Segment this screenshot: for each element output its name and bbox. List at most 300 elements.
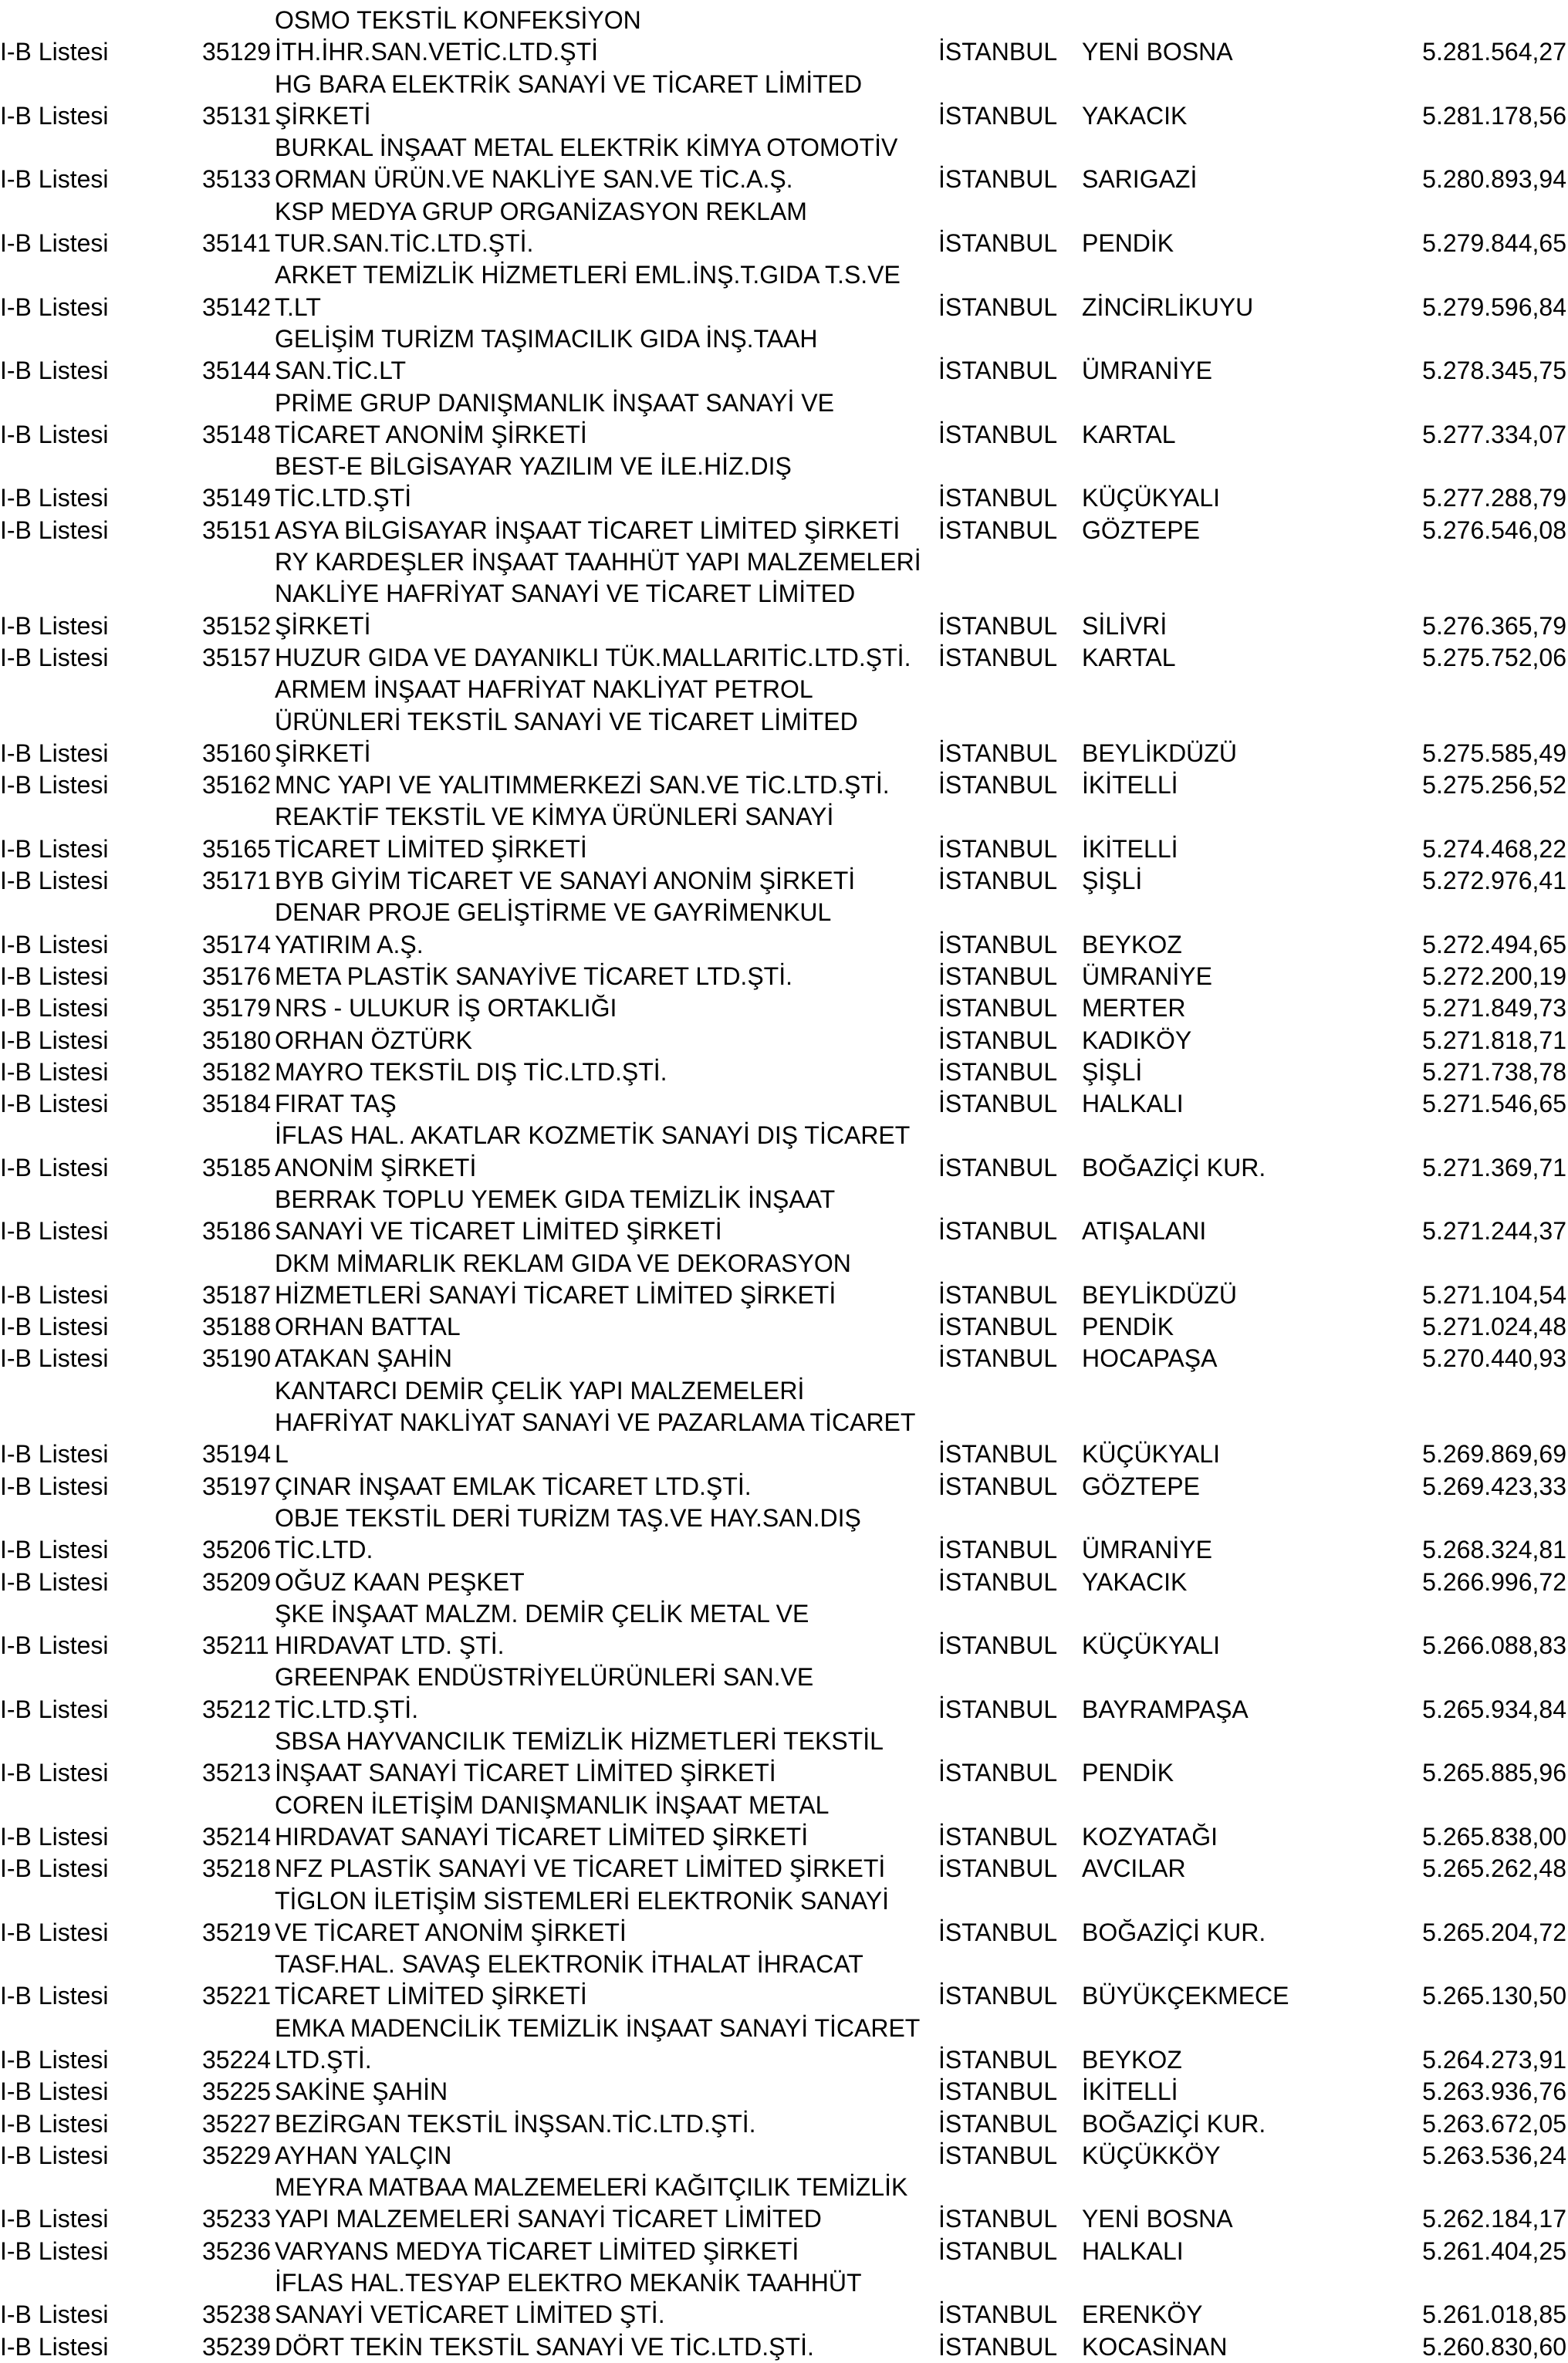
company-name-cell xyxy=(267,1343,929,1374)
district-cell: ŞİŞLİ xyxy=(1082,867,1143,895)
list-type-cell: I-B Listesi xyxy=(0,1631,109,1660)
district-cell: HALKALI xyxy=(1082,1090,1184,1118)
record-number-cell: 35194 xyxy=(202,1440,271,1469)
amount-cell: 5.265.262,48 xyxy=(1422,1854,1566,1883)
record-number-cell: 35219 xyxy=(202,1918,271,1946)
city-cell: İSTANBUL xyxy=(938,1472,1058,1500)
table-row xyxy=(0,546,1568,642)
amount-cell: 5.271.104,54 xyxy=(1422,1280,1566,1309)
record-number-cell: 35221 xyxy=(202,1982,271,2010)
amount-cell: 5.277.334,07 xyxy=(1422,420,1566,448)
company-name-line: MEYRA MATBAA MALZEMELERİ KAĞITÇILIK TEMİZLİK xyxy=(275,2173,908,2202)
amount-cell: 5.269.423,33 xyxy=(1422,1472,1566,1500)
record-number-cell: 35218 xyxy=(202,1854,271,1883)
amount-cell: 5.266.088,83 xyxy=(1422,1631,1566,1660)
company-name-line: ARKET TEMİZLİK HİZMETLERİ EML.İNŞ.T.GIDA T.S.VE xyxy=(275,261,901,289)
district-cell: BOĞAZİÇİ KUR. xyxy=(1082,1918,1266,1946)
list-type-cell: I-B Listesi xyxy=(0,930,109,958)
company-name-line: L xyxy=(275,1440,289,1469)
table-row xyxy=(0,515,1568,546)
amount-cell: 5.268.324,81 xyxy=(1422,1536,1566,1564)
record-number-cell: 35233 xyxy=(202,2205,271,2233)
city-cell: İSTANBUL xyxy=(938,1567,1058,1596)
record-number-cell: 35229 xyxy=(202,2141,271,2169)
table-row xyxy=(0,1726,1568,1790)
company-name-line: FIRAT TAŞ xyxy=(275,1090,397,1118)
list-type-cell: I-B Listesi xyxy=(0,2300,109,2329)
amount-cell: 5.279.844,65 xyxy=(1422,229,1566,258)
company-name-line: SAKİNE ŞAHİN xyxy=(275,2077,448,2106)
list-type-cell: I-B Listesi xyxy=(0,2332,109,2361)
company-name-line: HIRDAVAT LTD. ŞTİ. xyxy=(275,1631,505,1660)
company-name-line: GELİŞİM TURİZM TAŞIMACILIK GIDA İNŞ.TAAH xyxy=(275,324,818,353)
district-cell: BEYLİKDÜZÜ xyxy=(1082,1280,1237,1309)
table-row xyxy=(0,1343,1568,1374)
company-name-line: ORHAN BATTAL xyxy=(275,1313,461,1341)
amount-cell: 5.265.838,00 xyxy=(1422,1822,1566,1851)
record-number-cell: 35129 xyxy=(202,38,271,66)
list-type-cell: I-B Listesi xyxy=(0,1090,109,1118)
list-type-cell: I-B Listesi xyxy=(0,867,109,895)
district-cell: İKİTELLİ xyxy=(1082,834,1178,863)
table-row xyxy=(0,1471,1568,1503)
company-name-line: TİC.LTD. xyxy=(275,1536,373,1564)
company-name-line: İFLAS HAL.TESYAP ELEKTRO MEKANİK TAAHHÜT xyxy=(275,2269,862,2297)
record-number-cell: 35144 xyxy=(202,357,271,385)
company-name-line: TİC.LTD.ŞTİ. xyxy=(275,1695,419,1723)
city-cell: İSTANBUL xyxy=(938,1026,1058,1054)
district-cell: ŞİŞLİ xyxy=(1082,1057,1143,1086)
record-number-cell: 35212 xyxy=(202,1695,271,1723)
table-row xyxy=(0,2108,1568,2140)
company-name-line: DÖRT TEKİN TEKSTİL SANAYİ VE TİC.LTD.ŞTİ. xyxy=(275,2332,814,2361)
company-name-cell xyxy=(267,897,929,961)
company-name-cell xyxy=(267,642,929,674)
company-name-cell xyxy=(267,1311,929,1343)
record-number-cell: 35188 xyxy=(202,1313,271,1341)
list-type-cell: I-B Listesi xyxy=(0,994,109,1023)
table-row xyxy=(0,1790,1568,1854)
list-type-cell: I-B Listesi xyxy=(0,1153,109,1182)
district-cell: ZİNCİRLİKUYU xyxy=(1082,292,1254,321)
city-cell: İSTANBUL xyxy=(938,229,1058,258)
city-cell: İSTANBUL xyxy=(938,1313,1058,1341)
record-number-cell: 35186 xyxy=(202,1217,271,1246)
record-number-cell: 35162 xyxy=(202,771,271,799)
company-name-line: HIRDAVAT SANAYİ TİCARET LİMİTED ŞİRKETİ xyxy=(275,1822,809,1851)
record-number-cell: 35151 xyxy=(202,516,271,544)
record-number-cell: 35213 xyxy=(202,1759,271,1787)
amount-cell: 5.263.672,05 xyxy=(1422,2109,1566,2138)
amount-cell: 5.276.546,08 xyxy=(1422,516,1566,544)
district-cell: KARTAL xyxy=(1082,420,1176,448)
amount-cell: 5.266.996,72 xyxy=(1422,1567,1566,1596)
record-number-cell: 35187 xyxy=(202,1280,271,1309)
city-cell: İSTANBUL xyxy=(938,420,1058,448)
city-cell: İSTANBUL xyxy=(938,1759,1058,1787)
table-row xyxy=(0,1311,1568,1343)
company-name-line: HUZUR GIDA VE DAYANIKLI TÜK.MALLARITİC.LTD.ŞTİ. xyxy=(275,643,911,671)
table-row xyxy=(0,1567,1568,1598)
district-cell: BOĞAZİÇİ KUR. xyxy=(1082,2109,1266,2138)
table-row xyxy=(0,2236,1568,2267)
list-type-cell: I-B Listesi xyxy=(0,1982,109,2010)
city-cell: İSTANBUL xyxy=(938,165,1058,194)
company-name-cell xyxy=(267,769,929,801)
city-cell: İSTANBUL xyxy=(938,1631,1058,1660)
company-name-line: AYHAN YALÇIN xyxy=(275,2141,452,2169)
company-name-line: KANTARCI DEMİR ÇELİK YAPI MALZEMELERİ xyxy=(275,1376,805,1405)
amount-cell: 5.274.468,22 xyxy=(1422,834,1566,863)
amount-cell: 5.269.869,69 xyxy=(1422,1440,1566,1469)
district-cell: AVCILAR xyxy=(1082,1854,1186,1883)
company-name-cell xyxy=(267,801,929,865)
district-cell: HOCAPAŞA xyxy=(1082,1344,1218,1373)
company-name-line: BERRAK TOPLU YEMEK GIDA TEMİZLİK İNŞAAT xyxy=(275,1185,836,1213)
city-cell: İSTANBUL xyxy=(938,38,1058,66)
list-type-cell: I-B Listesi xyxy=(0,420,109,448)
list-type-cell: I-B Listesi xyxy=(0,771,109,799)
record-number-cell: 35197 xyxy=(202,1472,271,1500)
company-name-cell xyxy=(267,1949,929,2013)
city-cell: İSTANBUL xyxy=(938,516,1058,544)
district-cell: KÜÇÜKYALI xyxy=(1082,1631,1221,1660)
city-cell: İSTANBUL xyxy=(938,1153,1058,1182)
record-number-cell: 35165 xyxy=(202,834,271,863)
district-cell: KOCASİNAN xyxy=(1082,2332,1228,2361)
list-type-cell: I-B Listesi xyxy=(0,739,109,767)
district-cell: KÜÇÜKYALI xyxy=(1082,484,1221,512)
district-cell: YENİ BOSNA xyxy=(1082,2205,1233,2233)
amount-cell: 5.271.244,37 xyxy=(1422,1217,1566,1246)
city-cell: İSTANBUL xyxy=(938,2236,1058,2265)
amount-cell: 5.265.885,96 xyxy=(1422,1759,1566,1787)
list-type-cell: I-B Listesi xyxy=(0,292,109,321)
company-name-line: HİZMETLERİ SANAYİ TİCARET LİMİTED ŞİRKETİ xyxy=(275,1280,836,1309)
district-cell: ERENKÖY xyxy=(1082,2300,1203,2329)
list-type-cell: I-B Listesi xyxy=(0,1854,109,1883)
company-name-cell xyxy=(267,2236,929,2267)
table-row xyxy=(0,865,1568,897)
table-row xyxy=(0,2013,1568,2077)
table-row xyxy=(0,69,1568,133)
record-number-cell: 35179 xyxy=(202,994,271,1023)
company-name-line: GREENPAK ENDÜSTRİYELÜRÜNLERİ SAN.VE xyxy=(275,1663,814,1692)
table-row xyxy=(0,259,1568,323)
district-cell: YAKACIK xyxy=(1082,1567,1188,1596)
table-row xyxy=(0,1025,1568,1056)
list-type-cell: I-B Listesi xyxy=(0,2205,109,2233)
amount-cell: 5.278.345,75 xyxy=(1422,357,1566,385)
district-cell: ÜMRANİYE xyxy=(1082,962,1212,990)
company-name-line: ŞİRKETİ xyxy=(275,101,371,130)
table-row xyxy=(0,1248,1568,1312)
record-number-cell: 35180 xyxy=(202,1026,271,1054)
company-name-cell xyxy=(267,259,929,323)
district-cell: KADIKÖY xyxy=(1082,1026,1192,1054)
district-cell: GÖZTEPE xyxy=(1082,1472,1200,1500)
company-name-cell xyxy=(267,132,929,196)
record-number-cell: 35160 xyxy=(202,739,271,767)
amount-cell: 5.271.818,71 xyxy=(1422,1026,1566,1054)
company-name-line: COREN İLETİŞİM DANIŞMANLIK İNŞAAT METAL xyxy=(275,1790,830,1819)
amount-cell: 5.265.934,84 xyxy=(1422,1695,1566,1723)
amount-cell: 5.281.178,56 xyxy=(1422,101,1566,130)
list-type-cell: I-B Listesi xyxy=(0,1472,109,1500)
record-number-cell: 35225 xyxy=(202,2077,271,2106)
table-row xyxy=(0,961,1568,992)
list-type-cell: I-B Listesi xyxy=(0,1026,109,1054)
company-name-line: T.LT xyxy=(275,292,321,321)
amount-cell: 5.271.546,65 xyxy=(1422,1090,1566,1118)
company-name-line: BEZİRGAN TEKSTİL İNŞSAN.TİC.LTD.ŞTİ. xyxy=(275,2109,756,2138)
company-name-cell xyxy=(267,515,929,546)
record-number-cell: 35185 xyxy=(202,1153,271,1182)
record-number-cell: 35211 xyxy=(202,1631,269,1660)
company-name-cell xyxy=(267,2267,929,2331)
city-cell: İSTANBUL xyxy=(938,2205,1058,2233)
district-cell: HALKALI xyxy=(1082,2236,1184,2265)
company-name-line: DKM MİMARLIK REKLAM GIDA VE DEKORASYON xyxy=(275,1249,851,1277)
company-name-cell xyxy=(267,1088,929,1120)
list-type-cell: I-B Listesi xyxy=(0,611,109,640)
district-cell: BOĞAZİÇİ KUR. xyxy=(1082,1153,1266,1182)
city-cell: İSTANBUL xyxy=(938,994,1058,1023)
city-cell: İSTANBUL xyxy=(938,739,1058,767)
amount-cell: 5.272.976,41 xyxy=(1422,867,1566,895)
company-name-cell xyxy=(267,196,929,260)
company-name-cell xyxy=(267,69,929,133)
city-cell: İSTANBUL xyxy=(938,2300,1058,2329)
district-cell: İKİTELLİ xyxy=(1082,771,1178,799)
company-name-line: LTD.ŞTİ. xyxy=(275,2046,372,2074)
company-name-line: HG BARA ELEKTRİK SANAYİ VE TİCARET LİMİTED xyxy=(275,69,863,98)
company-name-line: HAFRİYAT NAKLİYAT SANAYİ VE PAZARLAMA TİCARET xyxy=(275,1408,916,1437)
company-name-line: YAPI MALZEMELERİ SANAYİ TİCARET LİMİTED xyxy=(275,2205,822,2233)
city-cell: İSTANBUL xyxy=(938,1217,1058,1246)
company-name-cell xyxy=(267,1025,929,1056)
list-type-cell: I-B Listesi xyxy=(0,357,109,385)
list-type-cell: I-B Listesi xyxy=(0,1536,109,1564)
company-name-line: ORMAN ÜRÜN.VE NAKLİYE SAN.VE TİC.A.Ş. xyxy=(275,165,793,194)
company-name-line: RY KARDEŞLER İNŞAAT TAAHHÜT YAPI MALZEMELERİ xyxy=(275,548,921,576)
company-name-cell xyxy=(267,992,929,1024)
district-cell: MERTER xyxy=(1082,994,1186,1023)
company-name-line: ŞKE İNŞAAT MALZM. DEMİR ÇELİK METAL VE xyxy=(275,1599,809,1628)
district-cell: BÜYÜKÇEKMECE xyxy=(1082,1982,1289,2010)
table-row xyxy=(0,1503,1568,1567)
list-type-cell: I-B Listesi xyxy=(0,2109,109,2138)
list-type-cell: I-B Listesi xyxy=(0,834,109,863)
list-type-cell: I-B Listesi xyxy=(0,1695,109,1723)
city-cell: İSTANBUL xyxy=(938,771,1058,799)
amount-cell: 5.281.564,27 xyxy=(1422,38,1566,66)
district-cell: PENDİK xyxy=(1082,1759,1174,1787)
list-type-cell: I-B Listesi xyxy=(0,2141,109,2169)
district-cell: SARIGAZİ xyxy=(1082,165,1198,194)
company-name-cell xyxy=(267,2076,929,2108)
company-name-cell xyxy=(267,451,929,515)
city-cell: İSTANBUL xyxy=(938,834,1058,863)
city-cell: İSTANBUL xyxy=(938,2109,1058,2138)
amount-cell: 5.270.440,93 xyxy=(1422,1344,1566,1373)
table-row xyxy=(0,451,1568,515)
record-number-cell: 35176 xyxy=(202,962,271,990)
amount-cell: 5.262.184,17 xyxy=(1422,2205,1566,2233)
city-cell: İSTANBUL xyxy=(938,1822,1058,1851)
company-name-line: ÇINAR İNŞAAT EMLAK TİCARET LTD.ŞTİ. xyxy=(275,1472,752,1500)
table-row xyxy=(0,132,1568,196)
city-cell: İSTANBUL xyxy=(938,1057,1058,1086)
district-cell: BEYKOZ xyxy=(1082,930,1182,958)
record-number-cell: 35174 xyxy=(202,930,271,958)
record-number-cell: 35149 xyxy=(202,484,271,512)
company-name-line: EMKA MADENCİLİK TEMİZLİK İNŞAAT SANAYİ TİCARET xyxy=(275,2013,921,2042)
table-row xyxy=(0,196,1568,260)
company-name-cell xyxy=(267,1790,929,1854)
company-name-line: NAKLİYE HAFRİYAT SANAYİ VE TİCARET LİMİTED xyxy=(275,580,856,608)
company-name-cell xyxy=(267,5,929,69)
table-row xyxy=(0,1885,1568,1949)
company-name-line: İNŞAAT SANAYİ TİCARET LİMİTED ŞİRKETİ xyxy=(275,1759,776,1787)
city-cell: İSTANBUL xyxy=(938,292,1058,321)
list-type-cell: I-B Listesi xyxy=(0,1280,109,1309)
table-row xyxy=(0,1853,1568,1885)
company-name-line: İTH.İHR.SAN.VETİC.LTD.ŞTİ xyxy=(275,38,598,66)
record-number-cell: 35171 xyxy=(202,867,271,895)
list-type-cell: I-B Listesi xyxy=(0,101,109,130)
amount-cell: 5.271.738,78 xyxy=(1422,1057,1566,1086)
list-type-cell: I-B Listesi xyxy=(0,1313,109,1341)
district-cell: ATIŞALANI xyxy=(1082,1217,1207,1246)
list-type-cell: I-B Listesi xyxy=(0,2046,109,2074)
list-type-cell: I-B Listesi xyxy=(0,1440,109,1469)
company-name-line: ARMEM İNŞAAT HAFRİYAT NAKLİYAT PETROL xyxy=(275,675,813,704)
list-type-cell: I-B Listesi xyxy=(0,2077,109,2106)
city-cell: İSTANBUL xyxy=(938,1344,1058,1373)
company-name-cell xyxy=(267,2331,929,2363)
company-name-cell xyxy=(267,1503,929,1567)
list-type-cell: I-B Listesi xyxy=(0,38,109,66)
table-row xyxy=(0,2140,1568,2172)
company-name-cell xyxy=(267,865,929,897)
table-row xyxy=(0,387,1568,451)
company-name-cell xyxy=(267,1885,929,1949)
city-cell: İSTANBUL xyxy=(938,2332,1058,2361)
record-number-cell: 35184 xyxy=(202,1090,271,1118)
table-row xyxy=(0,897,1568,961)
record-number-cell: 35209 xyxy=(202,1567,271,1596)
table-row xyxy=(0,5,1568,69)
company-name-line: TİCARET ANONİM ŞİRKETİ xyxy=(275,420,587,448)
company-name-line: NFZ PLASTİK SANAYİ VE TİCARET LİMİTED ŞİRKETİ xyxy=(275,1854,886,1883)
company-name-line: ŞİRKETİ xyxy=(275,611,371,640)
company-name-line: TİCARET LİMİTED ŞİRKETİ xyxy=(275,834,587,863)
record-number-cell: 35141 xyxy=(202,229,271,258)
amount-cell: 5.261.018,85 xyxy=(1422,2300,1566,2329)
city-cell: İSTANBUL xyxy=(938,1536,1058,1564)
amount-cell: 5.271.369,71 xyxy=(1422,1153,1566,1182)
list-type-cell: I-B Listesi xyxy=(0,484,109,512)
district-cell: PENDİK xyxy=(1082,229,1174,258)
company-name-cell xyxy=(267,1184,929,1248)
company-name-cell xyxy=(267,1248,929,1312)
company-name-line: PRİME GRUP DANIŞMANLIK İNŞAAT SANAYİ VE xyxy=(275,388,834,417)
company-name-line: TASF.HAL. SAVAŞ ELEKTRONİK İTHALAT İHRACAT xyxy=(275,1950,863,1979)
list-type-cell: I-B Listesi xyxy=(0,2236,109,2265)
amount-cell: 5.271.024,48 xyxy=(1422,1313,1566,1341)
document-table xyxy=(0,5,1568,2363)
district-cell: GÖZTEPE xyxy=(1082,516,1200,544)
company-name-line: MNC YAPI VE YALITIMMERKEZİ SAN.VE TİC.LTD.ŞTİ. xyxy=(275,771,890,799)
amount-cell: 5.279.596,84 xyxy=(1422,292,1566,321)
company-name-line: BYB GİYİM TİCARET VE SANAYİ ANONİM ŞİRKETİ xyxy=(275,867,856,895)
amount-cell: 5.265.204,72 xyxy=(1422,1918,1566,1946)
list-type-cell: I-B Listesi xyxy=(0,1344,109,1373)
district-cell: KARTAL xyxy=(1082,643,1176,671)
table-row xyxy=(0,1662,1568,1726)
district-cell: KÜÇÜKYALI xyxy=(1082,1440,1221,1469)
company-name-line: ŞİRKETİ xyxy=(275,739,371,767)
amount-cell: 5.271.849,73 xyxy=(1422,994,1566,1023)
amount-cell: 5.276.365,79 xyxy=(1422,611,1566,640)
table-row xyxy=(0,2267,1568,2331)
table-row xyxy=(0,1184,1568,1248)
amount-cell: 5.280.893,94 xyxy=(1422,165,1566,194)
list-type-cell: I-B Listesi xyxy=(0,643,109,671)
company-name-line: META PLASTİK SANAYİVE TİCARET LTD.ŞTİ. xyxy=(275,962,792,990)
company-name-line: OĞUZ KAAN PEŞKET xyxy=(275,1567,525,1596)
table-row xyxy=(0,2172,1568,2236)
amount-cell: 5.275.256,52 xyxy=(1422,771,1566,799)
city-cell: İSTANBUL xyxy=(938,867,1058,895)
company-name-line: KSP MEDYA GRUP ORGANİZASYON REKLAM xyxy=(275,197,807,225)
amount-cell: 5.264.273,91 xyxy=(1422,2046,1566,2074)
record-number-cell: 35224 xyxy=(202,2046,271,2074)
record-number-cell: 35236 xyxy=(202,2236,271,2265)
company-name-line: BURKAL İNŞAAT METAL ELEKTRİK KİMYA OTOMOTİV xyxy=(275,134,898,162)
company-name-line: SAN.TİC.LT xyxy=(275,357,407,385)
table-row xyxy=(0,1598,1568,1662)
district-cell: KOZYATAĞI xyxy=(1082,1822,1218,1851)
company-name-line: YATIRIM A.Ş. xyxy=(275,930,424,958)
company-name-line: TİC.LTD.ŞTİ xyxy=(275,484,412,512)
table-row xyxy=(0,1375,1568,1471)
company-name-line: VARYANS MEDYA TİCARET LİMİTED ŞİRKETİ xyxy=(275,2236,799,2265)
company-name-line: ASYA BİLGİSAYAR İNŞAAT TİCARET LİMİTED ŞİRKETİ xyxy=(275,516,901,544)
company-name-line: VE TİCARET ANONİM ŞİRKETİ xyxy=(275,1918,627,1946)
company-name-cell xyxy=(267,961,929,992)
city-cell: İSTANBUL xyxy=(938,643,1058,671)
company-name-cell xyxy=(267,323,929,387)
district-cell: BEYKOZ xyxy=(1082,2046,1182,2074)
city-cell: İSTANBUL xyxy=(938,611,1058,640)
company-name-cell xyxy=(267,1567,929,1598)
table-row xyxy=(0,1949,1568,2013)
company-name-cell xyxy=(267,2013,929,2077)
company-name-line: ATAKAN ŞAHİN xyxy=(275,1344,452,1373)
district-cell: YENİ BOSNA xyxy=(1082,38,1233,66)
city-cell: İSTANBUL xyxy=(938,1280,1058,1309)
list-type-cell: I-B Listesi xyxy=(0,1822,109,1851)
amount-cell: 5.265.130,50 xyxy=(1422,1982,1566,2010)
company-name-line: ÜRÜNLERİ TEKSTİL SANAYİ VE TİCARET LİMİTED xyxy=(275,707,858,735)
table-row xyxy=(0,642,1568,674)
company-name-cell xyxy=(267,1056,929,1088)
record-number-cell: 35190 xyxy=(202,1344,271,1373)
company-name-line: BEST-E BİLGİSAYAR YAZILIM VE İLE.HİZ.DIŞ xyxy=(275,452,792,481)
amount-cell: 5.272.200,19 xyxy=(1422,962,1566,990)
